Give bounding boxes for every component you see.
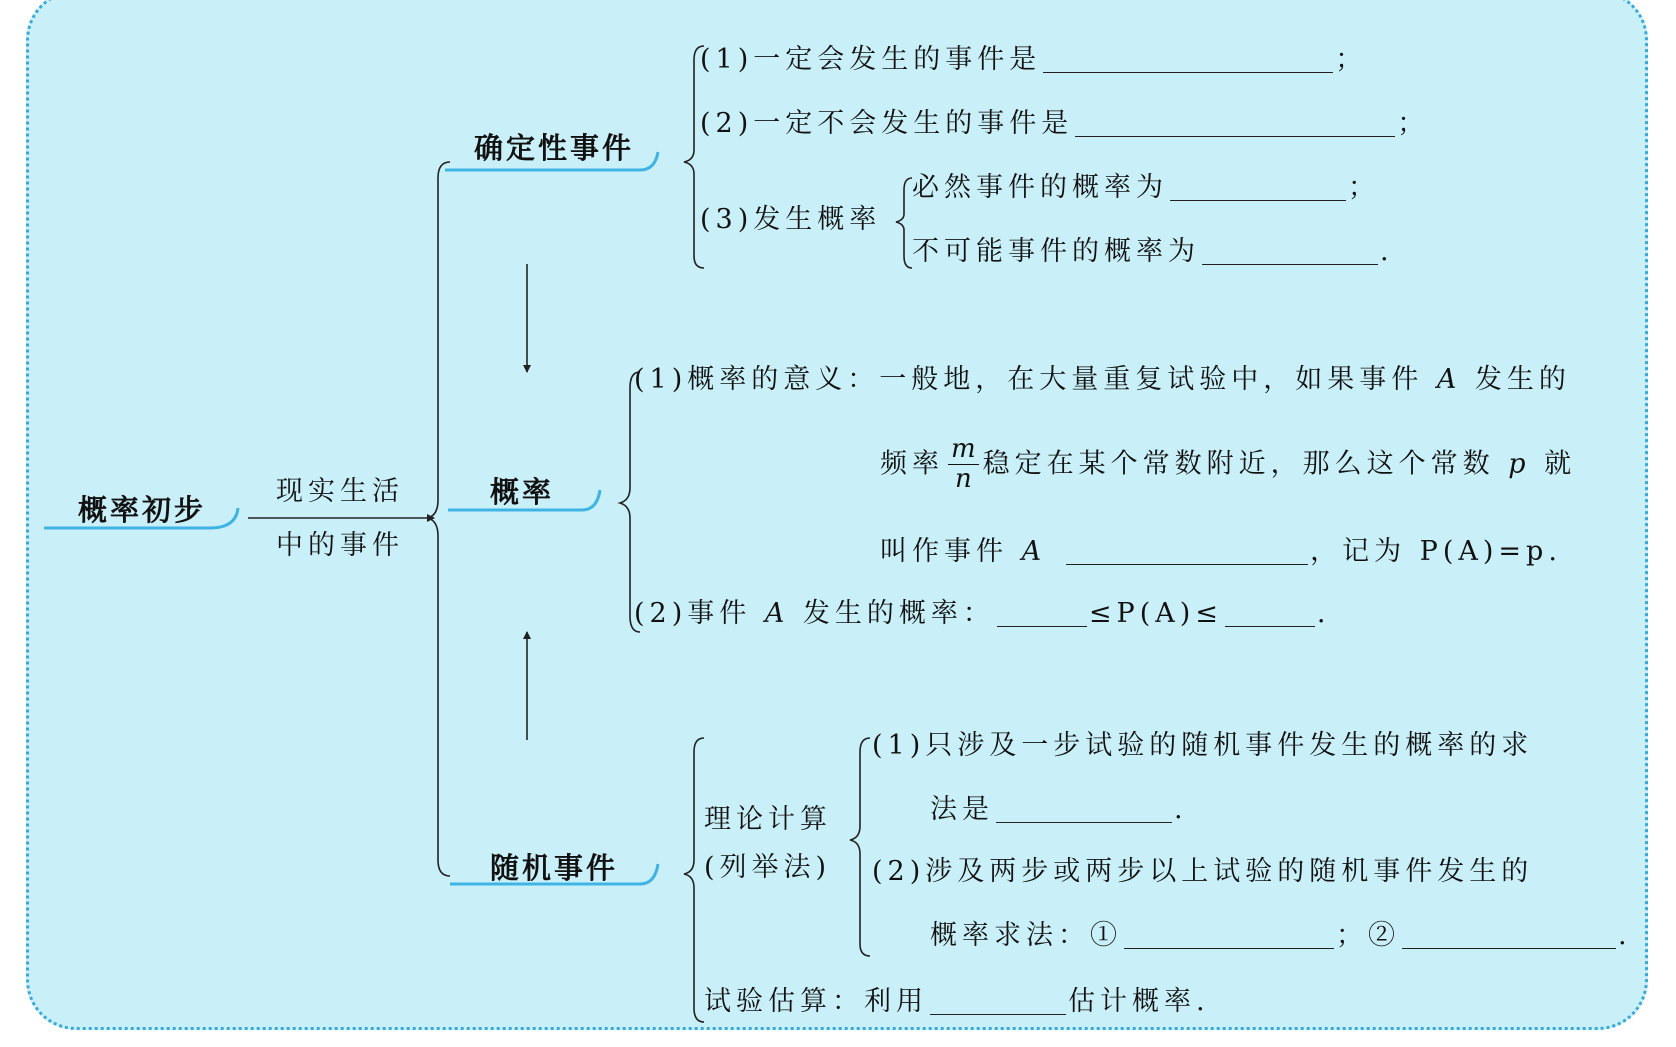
text: (2)事件 bbox=[634, 598, 765, 629]
punct: ； bbox=[1335, 44, 1368, 75]
text: 发生的概率： bbox=[789, 598, 995, 629]
text: 叫作事件 bbox=[880, 536, 1022, 567]
occurrence-brace bbox=[896, 178, 912, 268]
probability-meaning-line-3 bbox=[880, 538, 1562, 565]
certain-item-2 bbox=[700, 110, 1429, 137]
answer-blank bbox=[1202, 240, 1378, 265]
root-node-label: 概率初步 bbox=[78, 493, 207, 527]
main-brace bbox=[428, 162, 450, 876]
punct: . bbox=[1316, 598, 1331, 629]
certain-item-3: (3)发生概率 bbox=[700, 204, 882, 235]
answer-blank bbox=[1402, 924, 1616, 949]
probability-node: 概率 bbox=[490, 475, 555, 509]
probability-meaning-line-2 bbox=[880, 436, 1576, 494]
answer-blank bbox=[1043, 48, 1333, 73]
random-events-node: 随机事件 bbox=[490, 851, 619, 885]
punct: ； bbox=[1397, 108, 1430, 139]
certain-events-node: 确定性事件 bbox=[474, 131, 635, 165]
text: 概率求法：① bbox=[930, 920, 1122, 951]
text: ；② bbox=[1336, 920, 1400, 951]
answer-blank bbox=[996, 798, 1172, 823]
var-a: A bbox=[1436, 364, 1462, 395]
random-brace bbox=[684, 738, 704, 1022]
connector-label-top: 现实生活 bbox=[276, 476, 404, 507]
theory-item-2-line-1: (2)涉及两步或两步以上试验的随机事件发生的 bbox=[872, 856, 1534, 887]
certain-sub-1 bbox=[912, 174, 1380, 201]
fraction-denominator: n bbox=[954, 464, 972, 495]
punct: . bbox=[1174, 794, 1188, 825]
certain-item-1 bbox=[700, 46, 1367, 73]
text: ，记为 P(A)=p. bbox=[1310, 536, 1562, 567]
answer-blank bbox=[997, 602, 1087, 627]
text: (1)概率的意义：一般地，在大量重复试验中，如果事件 bbox=[634, 364, 1437, 395]
text: 法是 bbox=[930, 794, 994, 825]
probability-brace bbox=[620, 372, 640, 632]
theory-item-1-line-1: (1)只涉及一步试验的随机事件发生的概率的求 bbox=[872, 730, 1534, 761]
experiment-estimation-line bbox=[704, 988, 1210, 1015]
var-a: A bbox=[1021, 536, 1047, 567]
answer-blank bbox=[1170, 176, 1346, 201]
inequality: ≤P(A)≤ bbox=[1088, 598, 1223, 629]
text: 估计概率. bbox=[1068, 986, 1210, 1017]
answer-blank bbox=[1066, 540, 1308, 565]
theory-item-2-line-2 bbox=[930, 922, 1632, 949]
certain-sub-2 bbox=[912, 238, 1394, 265]
text: 频率 bbox=[880, 448, 944, 480]
certain-item-1-text: (1)一定会发生的事件是 bbox=[700, 44, 1042, 75]
certain-sub-2-text: 不可能事件的概率为 bbox=[912, 236, 1200, 267]
var-p: p bbox=[1508, 448, 1531, 480]
fraction-numerator: m bbox=[948, 436, 979, 465]
text: 稳定在某个常数附近，那么这个常数 bbox=[982, 448, 1509, 480]
var-a: A bbox=[764, 598, 790, 629]
punct: . bbox=[1380, 236, 1394, 267]
frequency-fraction bbox=[948, 436, 979, 494]
punct: . bbox=[1618, 920, 1632, 951]
text: 发生的 bbox=[1461, 364, 1571, 395]
certain-sub-1-text: 必然事件的概率为 bbox=[912, 172, 1168, 203]
answer-blank bbox=[930, 990, 1066, 1015]
certain-item-2-text: (2)一定不会发生的事件是 bbox=[700, 108, 1074, 139]
theory-brace bbox=[850, 738, 870, 956]
theory-item-1-line-2 bbox=[930, 796, 1188, 823]
theory-label-1: 理论计算 bbox=[704, 804, 832, 835]
answer-blank bbox=[1225, 602, 1315, 627]
probability-range-line bbox=[634, 600, 1331, 627]
text: 就 bbox=[1530, 448, 1577, 480]
answer-blank bbox=[1075, 112, 1395, 137]
text: 试验估算：利用 bbox=[704, 986, 928, 1017]
answer-blank bbox=[1124, 924, 1334, 949]
probability-meaning-line-1 bbox=[634, 366, 1571, 393]
theory-label-2: (列举法) bbox=[704, 852, 832, 883]
punct: ； bbox=[1348, 172, 1380, 203]
connector-label-bottom: 中的事件 bbox=[276, 530, 404, 561]
